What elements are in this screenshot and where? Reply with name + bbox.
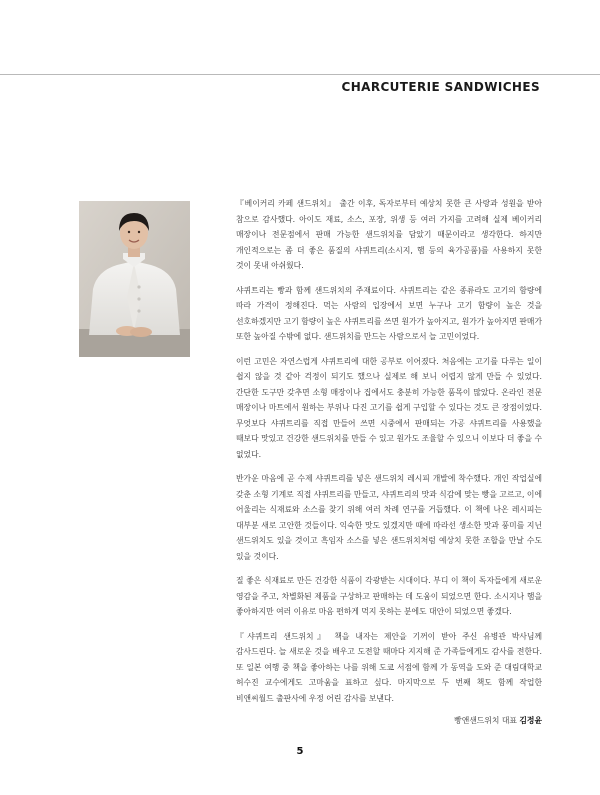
paragraph: 샤퀴트리는 빵과 함께 샌드위치의 주재료이다. 샤퀴트리는 같은 종류라도 고기의 함량에 따라 가격이 정해진다. 먹는 사람의 입장에서 보면 누구나 고기 함량이 높은 것을 선호하겠지만 고기 함량이 높은 샤퀴트리를 쓰면 원가가 높아지고, 원가가 높아지면 판매가 또한 높아질 수밖에 없다. 샌드위치를 만드는 사람으로서 늘 고민이었다. [236, 285, 542, 341]
preface-text [236, 196, 542, 729]
header-divider [0, 74, 600, 75]
paragraph: 『샤퀴트리 샌드위치』 책을 내자는 제안을 기꺼이 받아 주신 유병관 박사님께 감사드린다. 늘 새로운 것을 배우고 도전할 때마다 지지해 준 가족들에게도 감사를 전한다. 또 일본 여행 중 책을 좋아하는 나를 위해 도쿄 서점에 함께 가 동역을 도와 준 대림대학교 허수진 교수에게도 고마움을 표하고 싶다. 마지막으로 두 번째 책도 함께 작업한 비앤씨월드 출판사에 우정 어린 감사를 보낸다. [236, 631, 542, 703]
paragraph: 『베이커리 카페 샌드위치』 출간 이후, 독자로부터 예상치 못한 큰 사랑과 성원을 받아 참으로 감사했다. 아이도 재료, 소스, 포장, 위생 등 여러 가지를 고려해 실제 베이커리 매장이나 전문점에서 판매 가능한 샌드위치를 담았기 때문이라고 생각한다. 하지만 개인적으로는 좀 더 좋은 품질의 샤퀴트리(소시지, 햄 등의 육가공품)를 사용하지 못한 것이 못내 아쉬웠다. [236, 199, 542, 270]
author-photo [79, 201, 190, 357]
paragraph: 반가운 마음에 곧 수제 샤퀴트리를 넣은 샌드위치 레시피 개발에 착수했다. 개인 작업실에 갖춘 소형 기계로 직접 샤퀴트리를 만들고, 샤퀴트리의 맛과 식감에 맞는 빵을 고르고, 이에 어울리는 식재료와 소스를 찾기 위해 여러 차례 연구를 거듭했다. 이 책에 나온 레시피는 대부분 새로 고안한 것들이다. 익숙한 맛도 있겠지만 때에 따라선 생소한 맛과 풍미를 지닌 샌드위치도 있을 것이고 흑임자 소스를 넣은 샌드위치처럼 예상치 못한 조합을 만날 수도 있을 것이다. [236, 474, 542, 561]
paragraph: 질 좋은 식재료로 만든 건강한 식품이 각광받는 시대이다. 부디 이 책이 독자들에게 새로운 영감을 주고, 차별화된 제품을 구상하고 판매하는 데 도움이 되었으면 한다. 소시지나 햄을 좋아하지만 여러 이유로 마음 편하게 먹지 못하는 분에도 대안이 되었으면 좋겠다. [236, 576, 542, 616]
author-affiliation: 빵앤샌드위치 대표 [454, 716, 517, 725]
author-signature [236, 713, 542, 729]
page-number: 5 [296, 746, 304, 757]
author-name: 김정윤 [519, 716, 542, 725]
page-header-title: CHARCUTERIE SANDWICHES [341, 80, 540, 94]
paragraph: 이런 고민은 자연스럽게 샤퀴트리에 대한 공부로 이어졌다. 처음에는 고기를 다루는 일이 쉽지 않을 것 같아 걱정이 되기도 했으나 실제로 해 보니 어렵지 않게 만들 수 있었다. 간단한 도구만 갖추면 소형 매장이나 집에서도 충분히 가능한 품목이 많았다. 온라인 전문 매장이나 마트에서 원하는 부위나 다진 고기를 쉽게 구입할 수 있다는 것도 큰 장점이었다. 무엇보다 샤퀴트리를 직접 만들어 쓰면 시중에서 판매되는 가공 샤퀴트리를 사용했을 때보다 맛있고 건강한 샌드위치를 만들 수 있고 원가도 조율할 수 있으니 이보다 더 좋을 수 없었다. [236, 356, 542, 459]
